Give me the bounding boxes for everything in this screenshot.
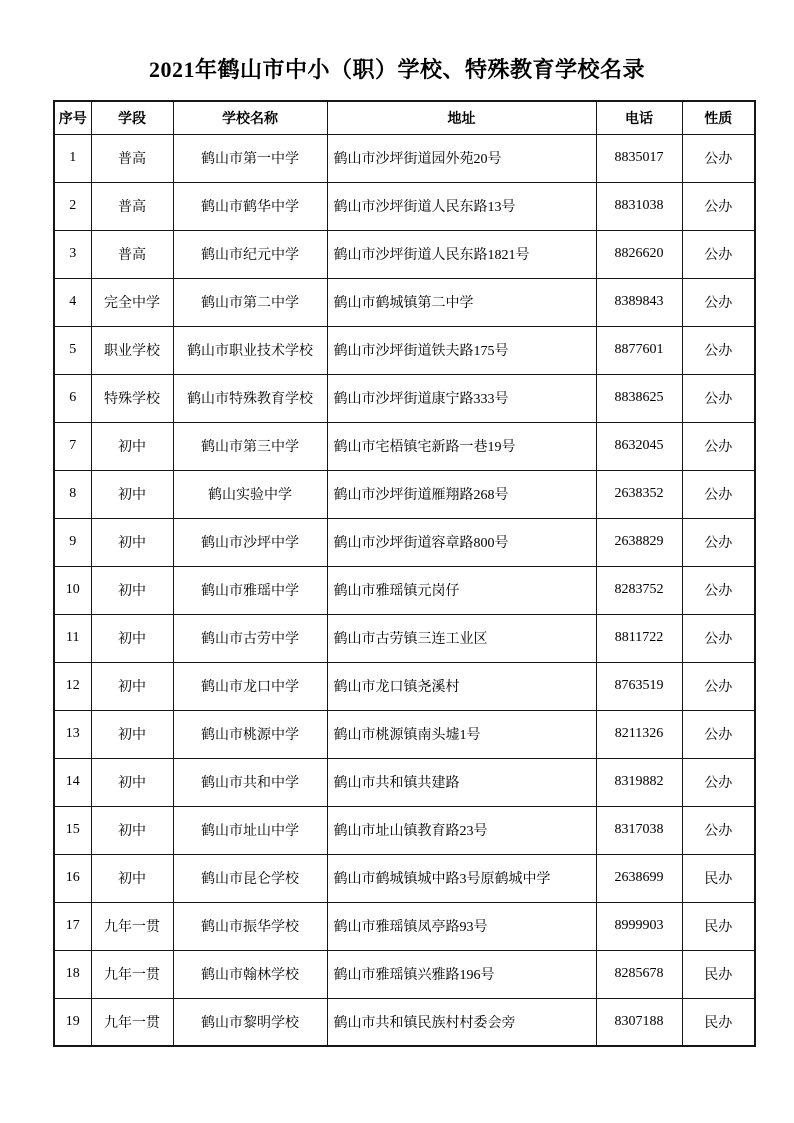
school-type-cell: 公办 [682, 806, 755, 854]
school-stage-cell: 初中 [91, 710, 173, 758]
school-type-cell: 公办 [682, 134, 755, 182]
school-name-cell: 鹤山市古劳中学 [173, 614, 327, 662]
table-row [54, 518, 755, 566]
school-address-cell: 鹤山市沙坪街道人民东路13号 [327, 182, 596, 230]
table-row [54, 758, 755, 806]
school-type-cell: 公办 [682, 614, 755, 662]
school-stage-cell: 初中 [91, 662, 173, 710]
school-stage-cell: 初中 [91, 470, 173, 518]
school-name-cell: 鹤山市职业技术学校 [173, 326, 327, 374]
school-type-cell: 公办 [682, 182, 755, 230]
school-address-cell: 鹤山市沙坪街道园外苑20号 [327, 134, 596, 182]
school-name-cell: 鹤山市第一中学 [173, 134, 327, 182]
header-row [54, 101, 755, 134]
school-stage-cell: 普高 [91, 230, 173, 278]
table-row [54, 662, 755, 710]
school-address-cell: 鹤山市址山镇教育路23号 [327, 806, 596, 854]
school-address-cell: 鹤山市雅瑶镇元岗仔 [327, 566, 596, 614]
school-phone-cell: 8811722 [596, 614, 682, 662]
school-stage-cell: 九年一贯 [91, 902, 173, 950]
school-phone-cell: 2638699 [596, 854, 682, 902]
school-name-cell: 鹤山市第二中学 [173, 278, 327, 326]
school-address-cell: 鹤山市沙坪街道铁夫路175号 [327, 326, 596, 374]
school-stage-cell: 完全中学 [91, 278, 173, 326]
row-index-cell: 19 [54, 998, 91, 1046]
row-index-cell: 15 [54, 806, 91, 854]
school-address-cell: 鹤山市宅梧镇宅新路一巷19号 [327, 422, 596, 470]
school-address-cell: 鹤山市鹤城镇第二中学 [327, 278, 596, 326]
school-stage-cell: 职业学校 [91, 326, 173, 374]
school-type-cell: 公办 [682, 278, 755, 326]
school-stage-cell: 初中 [91, 614, 173, 662]
school-stage-cell: 初中 [91, 566, 173, 614]
school-phone-cell: 8317038 [596, 806, 682, 854]
school-phone-cell: 8283752 [596, 566, 682, 614]
row-index-cell: 5 [54, 326, 91, 374]
row-index-cell: 11 [54, 614, 91, 662]
school-type-cell: 公办 [682, 230, 755, 278]
table-row [54, 134, 755, 182]
school-address-cell: 鹤山市沙坪街道康宁路333号 [327, 374, 596, 422]
school-stage-cell: 初中 [91, 758, 173, 806]
school-phone-cell: 8319882 [596, 758, 682, 806]
school-name-cell: 鹤山实验中学 [173, 470, 327, 518]
school-address-cell: 鹤山市共和镇民族村村委会旁 [327, 998, 596, 1046]
school-phone-cell: 8877601 [596, 326, 682, 374]
row-index-cell: 17 [54, 902, 91, 950]
row-index-cell: 7 [54, 422, 91, 470]
header-phone: 电话 [596, 101, 682, 134]
row-index-cell: 14 [54, 758, 91, 806]
school-stage-cell: 九年一贯 [91, 998, 173, 1046]
school-phone-cell: 8838625 [596, 374, 682, 422]
school-name-cell: 鹤山市沙坪中学 [173, 518, 327, 566]
school-type-cell: 公办 [682, 566, 755, 614]
table-row [54, 902, 755, 950]
school-address-cell: 鹤山市沙坪街道雁翔路268号 [327, 470, 596, 518]
row-index-cell: 4 [54, 278, 91, 326]
school-stage-cell: 九年一贯 [91, 950, 173, 998]
school-phone-cell: 8831038 [596, 182, 682, 230]
school-address-cell: 鹤山市沙坪街道人民东路1821号 [327, 230, 596, 278]
header-stage: 学段 [91, 101, 173, 134]
school-phone-cell: 8835017 [596, 134, 682, 182]
school-address-cell: 鹤山市鹤城镇城中路3号原鹤城中学 [327, 854, 596, 902]
school-stage-cell: 初中 [91, 518, 173, 566]
school-stage-cell: 初中 [91, 422, 173, 470]
school-phone-cell: 8285678 [596, 950, 682, 998]
school-type-cell: 公办 [682, 422, 755, 470]
school-name-cell: 鹤山市雅瑶中学 [173, 566, 327, 614]
table-row [54, 998, 755, 1046]
table-row [54, 230, 755, 278]
school-phone-cell: 2638829 [596, 518, 682, 566]
school-type-cell: 民办 [682, 950, 755, 998]
school-type-cell: 公办 [682, 518, 755, 566]
header-index: 序号 [54, 101, 91, 134]
school-name-cell: 鹤山市鹤华中学 [173, 182, 327, 230]
school-phone-cell: 8211326 [596, 710, 682, 758]
row-index-cell: 13 [54, 710, 91, 758]
school-type-cell: 公办 [682, 374, 755, 422]
table-row [54, 374, 755, 422]
school-name-cell: 鹤山市共和中学 [173, 758, 327, 806]
school-name-cell: 鹤山市址山中学 [173, 806, 327, 854]
school-stage-cell: 初中 [91, 806, 173, 854]
row-index-cell: 9 [54, 518, 91, 566]
school-phone-cell: 8632045 [596, 422, 682, 470]
header-type: 性质 [682, 101, 755, 134]
table-row [54, 614, 755, 662]
school-type-cell: 民办 [682, 998, 755, 1046]
school-stage-cell: 普高 [91, 182, 173, 230]
school-address-cell: 鹤山市龙口镇尧溪村 [327, 662, 596, 710]
school-address-cell: 鹤山市桃源镇南头墟1号 [327, 710, 596, 758]
table-row [54, 326, 755, 374]
school-stage-cell: 初中 [91, 854, 173, 902]
table-row [54, 422, 755, 470]
school-type-cell: 民办 [682, 902, 755, 950]
school-name-cell: 鹤山市黎明学校 [173, 998, 327, 1046]
row-index-cell: 3 [54, 230, 91, 278]
school-directory-table [53, 100, 756, 1047]
table-row [54, 806, 755, 854]
school-name-cell: 鹤山市纪元中学 [173, 230, 327, 278]
table-row [54, 854, 755, 902]
school-phone-cell: 8307188 [596, 998, 682, 1046]
table-body [54, 134, 755, 1046]
school-name-cell: 鹤山市龙口中学 [173, 662, 327, 710]
table-header [54, 101, 755, 134]
school-type-cell: 公办 [682, 662, 755, 710]
row-index-cell: 1 [54, 134, 91, 182]
school-type-cell: 民办 [682, 854, 755, 902]
school-address-cell: 鹤山市古劳镇三连工业区 [327, 614, 596, 662]
row-index-cell: 10 [54, 566, 91, 614]
table-row [54, 182, 755, 230]
school-name-cell: 鹤山市特殊教育学校 [173, 374, 327, 422]
table-row [54, 950, 755, 998]
row-index-cell: 18 [54, 950, 91, 998]
school-phone-cell: 2638352 [596, 470, 682, 518]
row-index-cell: 8 [54, 470, 91, 518]
header-school-name: 学校名称 [173, 101, 327, 134]
school-name-cell: 鹤山市翰林学校 [173, 950, 327, 998]
school-stage-cell: 普高 [91, 134, 173, 182]
school-stage-cell: 特殊学校 [91, 374, 173, 422]
school-type-cell: 公办 [682, 710, 755, 758]
table-row [54, 566, 755, 614]
row-index-cell: 2 [54, 182, 91, 230]
header-address: 地址 [327, 101, 596, 134]
school-name-cell: 鹤山市第三中学 [173, 422, 327, 470]
row-index-cell: 12 [54, 662, 91, 710]
school-address-cell: 鹤山市雅瑶镇凤亭路93号 [327, 902, 596, 950]
school-address-cell: 鹤山市共和镇共建路 [327, 758, 596, 806]
page-title: 2021年鹤山市中小（职）学校、特殊教育学校名录 [148, 57, 645, 82]
school-type-cell: 公办 [682, 758, 755, 806]
school-name-cell: 鹤山市振华学校 [173, 902, 327, 950]
school-name-cell: 鹤山市昆仑学校 [173, 854, 327, 902]
school-phone-cell: 8999903 [596, 902, 682, 950]
school-phone-cell: 8389843 [596, 278, 682, 326]
school-name-cell: 鹤山市桃源中学 [173, 710, 327, 758]
school-type-cell: 公办 [682, 470, 755, 518]
school-address-cell: 鹤山市雅瑶镇兴雅路196号 [327, 950, 596, 998]
row-index-cell: 16 [54, 854, 91, 902]
table-row [54, 278, 755, 326]
row-index-cell: 6 [54, 374, 91, 422]
school-phone-cell: 8826620 [596, 230, 682, 278]
school-phone-cell: 8763519 [596, 662, 682, 710]
table-row [54, 710, 755, 758]
table-row [54, 470, 755, 518]
school-address-cell: 鹤山市沙坪街道容章路800号 [327, 518, 596, 566]
school-type-cell: 公办 [682, 326, 755, 374]
